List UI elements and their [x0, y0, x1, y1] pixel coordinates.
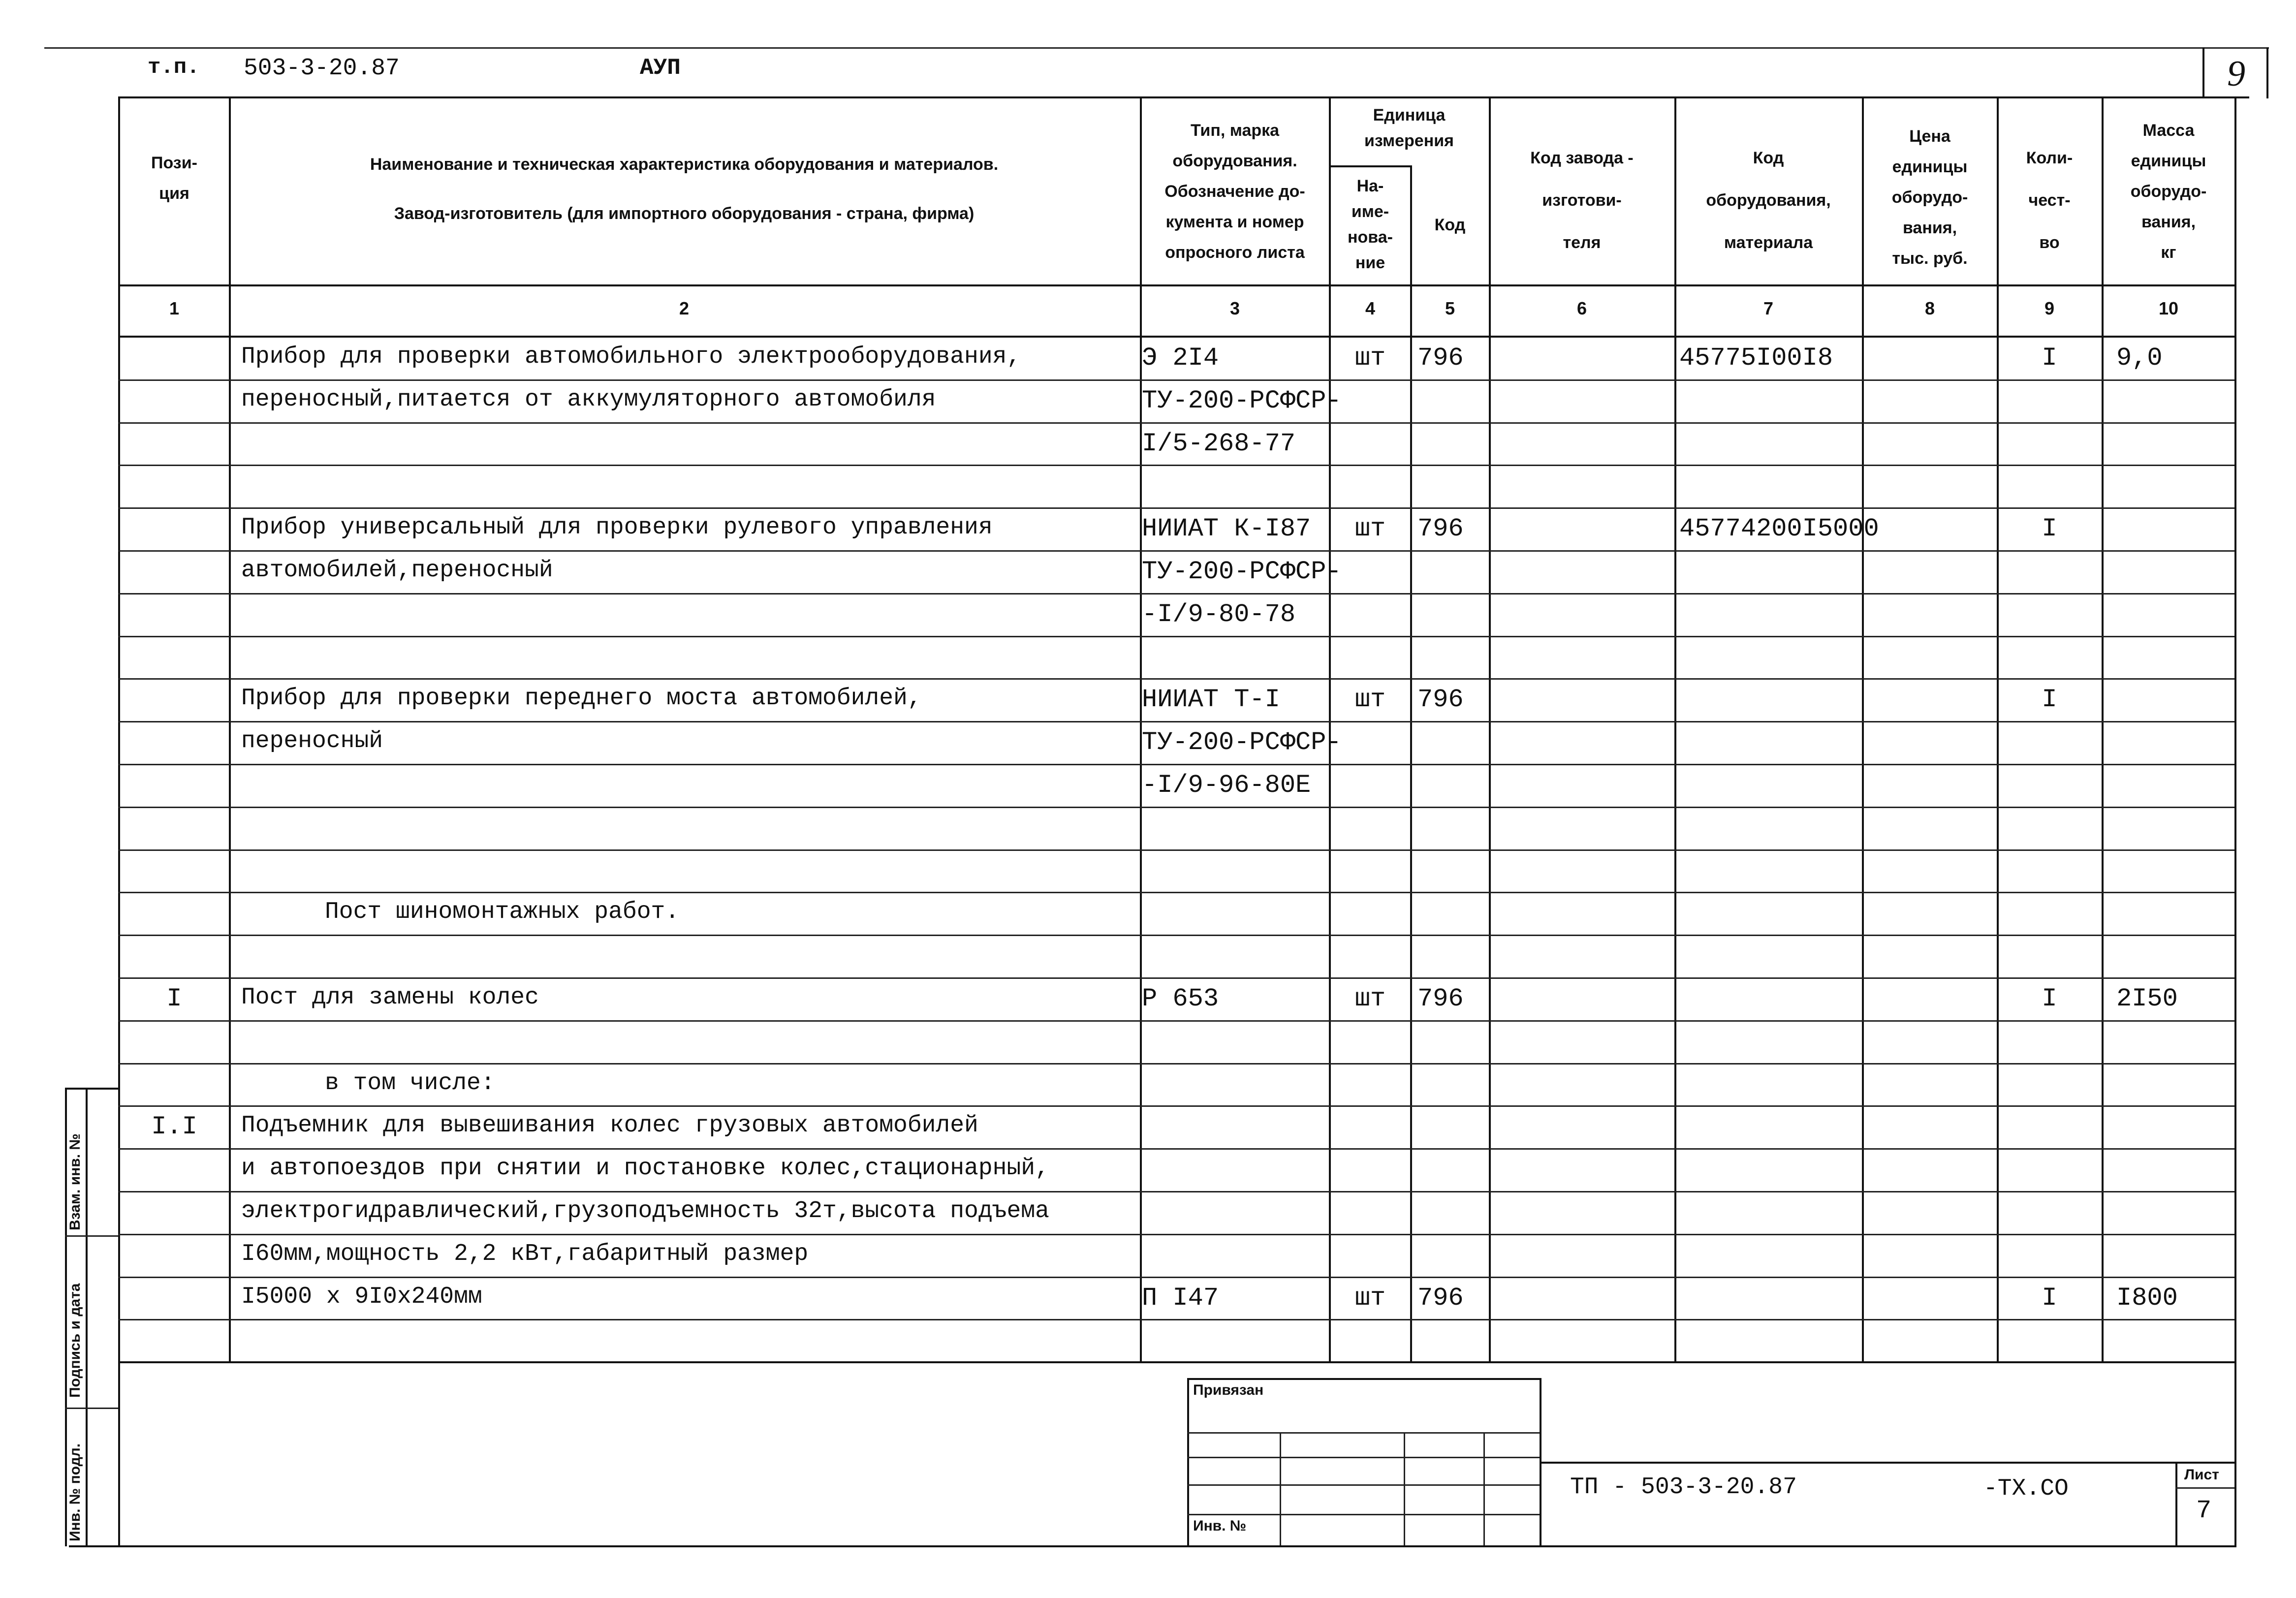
- frame-top: [118, 96, 2249, 98]
- cell-unit: шт: [1354, 344, 1386, 373]
- header-position: [120, 148, 228, 209]
- header-equip-code: [1676, 137, 1860, 264]
- table-row-rule: [118, 764, 2234, 765]
- stamp-inv-label: Инв. №: [1193, 1518, 1247, 1534]
- header-col-divider: [229, 96, 231, 1361]
- table-row-rule: [118, 977, 2234, 979]
- header-unit: [1331, 102, 1487, 154]
- header-factory-code: [1491, 137, 1673, 264]
- cell-code: 796: [1417, 514, 1464, 543]
- cell-name: в том числе:: [325, 1070, 495, 1097]
- cell-qty: I: [2042, 514, 2057, 543]
- table-row-rule: [118, 636, 2234, 637]
- header-equip-code-line: Код: [1753, 149, 1784, 167]
- header-col-divider: [1997, 96, 1999, 1361]
- header-col-divider: [1410, 165, 1412, 1361]
- header-type-line: кумента и номер: [1165, 213, 1304, 231]
- column-number: 2: [679, 298, 690, 318]
- cell-name: переносный,питается от аккумуляторного автомобиля: [241, 386, 936, 413]
- header-type-line: опросного листа: [1165, 243, 1305, 262]
- table-row-rule: [118, 507, 2234, 509]
- header-type-line: Тип, марка: [1190, 121, 1280, 140]
- column-number: 4: [1365, 298, 1376, 318]
- stamp-linked-label: Привязан: [1193, 1382, 1264, 1398]
- cell-unit: шт: [1354, 685, 1386, 714]
- header-rule-units: [1329, 165, 1412, 167]
- column-number: 10: [2158, 298, 2179, 318]
- column-number: 1: [169, 298, 180, 318]
- cell-name: переносный: [241, 728, 383, 754]
- column-number: 8: [1924, 298, 1935, 318]
- side-sign-date: Подпись и дата: [67, 1283, 83, 1398]
- header-position-line: ция: [159, 184, 189, 203]
- header-factory-code-line: теля: [1563, 233, 1601, 252]
- cell-name: и автопоездов при снятии и постановке колес,стационарный,: [241, 1155, 1049, 1182]
- header-type: [1142, 115, 1328, 268]
- cell-name: Пост шиномонтажных работ.: [325, 899, 680, 925]
- table-row-rule: [118, 849, 2234, 851]
- cell-equip: 45775I00I8: [1679, 344, 1833, 373]
- cell-qty: I: [2042, 1284, 2057, 1313]
- table-row-rule: [118, 807, 2234, 808]
- header-unit-name-line: ние: [1355, 253, 1385, 272]
- cell-name: электрогидравлический,грузоподъемность 32т,высота подъема: [241, 1198, 1049, 1224]
- album-code: АУП: [640, 55, 681, 81]
- cell-qty: I: [2042, 984, 2057, 1013]
- header-unit-name-line: На-: [1356, 177, 1384, 195]
- header-unit-code: Код: [1434, 216, 1466, 234]
- stamp-rule: [1187, 1457, 1540, 1458]
- table-row-rule: [118, 465, 2234, 466]
- header-col-divider: [1489, 96, 1491, 1361]
- table-row-rule: [118, 1148, 2234, 1150]
- column-number: 3: [1229, 298, 1240, 318]
- cell-unit: шт: [1354, 984, 1386, 1013]
- designation-suffix: -ТХ.СО: [1983, 1475, 2069, 1502]
- header-price: [1864, 121, 1996, 274]
- header-col-divider: [2102, 96, 2104, 1361]
- header-price-line: единицы: [1892, 157, 1968, 176]
- cell-unit: шт: [1354, 1284, 1386, 1313]
- header-price-line: оборудо-: [1891, 188, 1968, 207]
- table-row-rule: [118, 1319, 2234, 1320]
- cell-code: 796: [1417, 984, 1464, 1013]
- cell-code: 796: [1417, 1284, 1464, 1313]
- header-name-line: Наименование и техническая характеристика оборудования и материалов.: [370, 155, 999, 174]
- header-mass-line: кг: [2161, 243, 2176, 262]
- table-bottom-rule: [118, 1361, 2235, 1363]
- header-col-divider: [1674, 96, 1676, 1361]
- column-number: 9: [2044, 298, 2055, 318]
- cell-type: ТУ-200-РСФСР-: [1142, 728, 1342, 757]
- cell-type: Э 2I4: [1142, 344, 1219, 373]
- table-row-rule: [118, 721, 2234, 722]
- side-replace-inv: Взам. инв. №: [67, 1133, 83, 1230]
- doc-prefix: т.п.: [148, 55, 200, 80]
- header-equip-code-line: материала: [1724, 233, 1813, 252]
- header-mass-line: Масса: [2142, 121, 2195, 140]
- table-row-rule: [118, 422, 2234, 424]
- top-rule: [44, 47, 2269, 49]
- cell-type: ТУ-200-РСФСР-: [1142, 386, 1342, 415]
- stamp-rule: [1187, 1514, 1540, 1515]
- table-row-rule: [118, 593, 2234, 595]
- sheet-number: 7: [2196, 1496, 2212, 1525]
- stamp-top: [1187, 1378, 1541, 1380]
- cell-equip: 45774200I5000: [1679, 514, 1879, 543]
- stamp-rule: [1187, 1432, 1540, 1434]
- header-factory-code-line: Код завода -: [1530, 149, 1634, 167]
- cell-type: НИИАТ Т-I: [1142, 685, 1280, 714]
- header-unit-name: [1331, 173, 1410, 276]
- header-name: [231, 140, 1137, 238]
- table-row-rule: [118, 1277, 2234, 1278]
- header-mass: [2104, 115, 2233, 268]
- side-inv-original: Инв. № подл.: [67, 1443, 83, 1541]
- header-qty: [1999, 137, 2100, 264]
- cell-type: I/5-268-77: [1142, 429, 1296, 458]
- cell-type: НИИАТ К-I87: [1142, 514, 1311, 543]
- table-row-rule: [118, 1234, 2234, 1235]
- header-mass-line: единицы: [2131, 152, 2206, 170]
- side-stamp-divider: [65, 1408, 118, 1409]
- side-stamp-divider: [65, 1235, 118, 1237]
- cell-pos: I: [166, 984, 182, 1013]
- cell-name: Прибор универсальный для проверки рулевого управления: [241, 514, 993, 541]
- column-number: 7: [1763, 298, 1774, 318]
- table-row-rule: [118, 678, 2234, 680]
- column-number: 5: [1445, 298, 1455, 318]
- cell-qty: I: [2042, 685, 2057, 714]
- cell-mass: 9,0: [2116, 344, 2163, 373]
- cell-name: Подъемник для вывешивания колес грузовых автомобилей: [241, 1112, 978, 1139]
- colnum-rule-bottom: [118, 336, 2235, 338]
- cell-name: Пост для замены колес: [241, 984, 539, 1011]
- page-number-box-right: [2266, 47, 2268, 98]
- sheet-box-left: [2175, 1462, 2177, 1545]
- table-row-rule: [118, 892, 2234, 893]
- cell-code: 796: [1417, 685, 1464, 714]
- cell-mass: I800: [2116, 1284, 2178, 1313]
- cell-mass: 2I50: [2116, 984, 2178, 1013]
- table-row-rule: [118, 1105, 2234, 1107]
- header-unit-line: Единица: [1373, 106, 1446, 125]
- cell-name: Прибор для проверки переднего моста автомобилей,: [241, 685, 922, 712]
- table-row-rule: [118, 935, 2234, 936]
- doc-number: 503-3-20.87: [244, 55, 400, 82]
- header-unit-name-line: нова-: [1348, 228, 1393, 247]
- header-equip-code-line: оборудования,: [1706, 191, 1831, 210]
- frame-bottom: [69, 1545, 2236, 1547]
- stamp-col: [1483, 1432, 1485, 1545]
- frame-right: [2234, 96, 2236, 1546]
- cell-name: I5000 х 9I0х240мм: [241, 1284, 482, 1310]
- stamp-col: [1404, 1432, 1405, 1545]
- header-mass-line: оборудо-: [2130, 182, 2207, 201]
- sheet-label: Лист: [2184, 1467, 2219, 1483]
- header-col-divider: [1862, 96, 1864, 1361]
- header-rule-bottom: [118, 284, 2235, 286]
- cell-type: П I47: [1142, 1284, 1219, 1313]
- cell-type: Р 653: [1142, 984, 1219, 1013]
- table-row-rule: [118, 1063, 2234, 1065]
- cell-code: 796: [1417, 344, 1464, 373]
- column-number: 6: [1576, 298, 1587, 318]
- header-type-line: оборудования.: [1172, 152, 1297, 170]
- stamp-col: [1280, 1432, 1281, 1545]
- table-row-rule: [118, 379, 2234, 381]
- cell-pos: I.I: [151, 1112, 197, 1141]
- header-type-line: Обозначение до-: [1164, 182, 1305, 201]
- cell-type: ТУ-200-РСФСР-: [1142, 557, 1342, 586]
- designation: ТП - 503-3-20.87: [1570, 1474, 1797, 1501]
- title-block-top: [1540, 1462, 2234, 1464]
- header-mass-line: вания,: [2141, 213, 2196, 231]
- header-price-line: вания,: [1902, 219, 1957, 237]
- stamp-left: [1187, 1378, 1189, 1545]
- page-number-box-left: [2202, 47, 2204, 98]
- cell-unit: шт: [1354, 514, 1386, 543]
- header-price-line: тыс. руб.: [1892, 249, 1968, 268]
- table-row-rule: [118, 1020, 2234, 1022]
- cell-name: I60мм,мощность 2,2 кВт,габаритный размер: [241, 1241, 809, 1267]
- cell-type: -I/9-96-80Е: [1142, 771, 1311, 800]
- header-unit-line: измерения: [1364, 131, 1454, 150]
- sheet-box-rule: [2175, 1487, 2234, 1489]
- header-unit-name-line: име-: [1351, 202, 1389, 221]
- cell-qty: I: [2042, 344, 2057, 373]
- header-position-line: Пози-: [151, 154, 197, 172]
- header-factory-code-line: изготови-: [1542, 191, 1622, 210]
- header-price-line: Цена: [1909, 127, 1950, 146]
- side-stamp-inner: [86, 1088, 88, 1546]
- table-row-rule: [118, 1191, 2234, 1192]
- table-row-rule: [118, 550, 2234, 552]
- header-qty-line: во: [2039, 233, 2060, 252]
- stamp-rule: [1187, 1484, 1540, 1486]
- header-name-line: Завод-изготовитель (для импортного оборудования - страна, фирма): [394, 204, 975, 223]
- page-number: 9: [2227, 54, 2245, 94]
- cell-type: -I/9-80-78: [1142, 600, 1296, 629]
- cell-name: автомобилей,переносный: [241, 557, 553, 584]
- header-qty-line: Коли-: [2026, 149, 2073, 167]
- cell-name: Прибор для проверки автомобильного электрооборудования,: [241, 344, 1021, 370]
- side-stamp-top: [65, 1088, 118, 1090]
- header-qty-line: чест-: [2028, 191, 2071, 210]
